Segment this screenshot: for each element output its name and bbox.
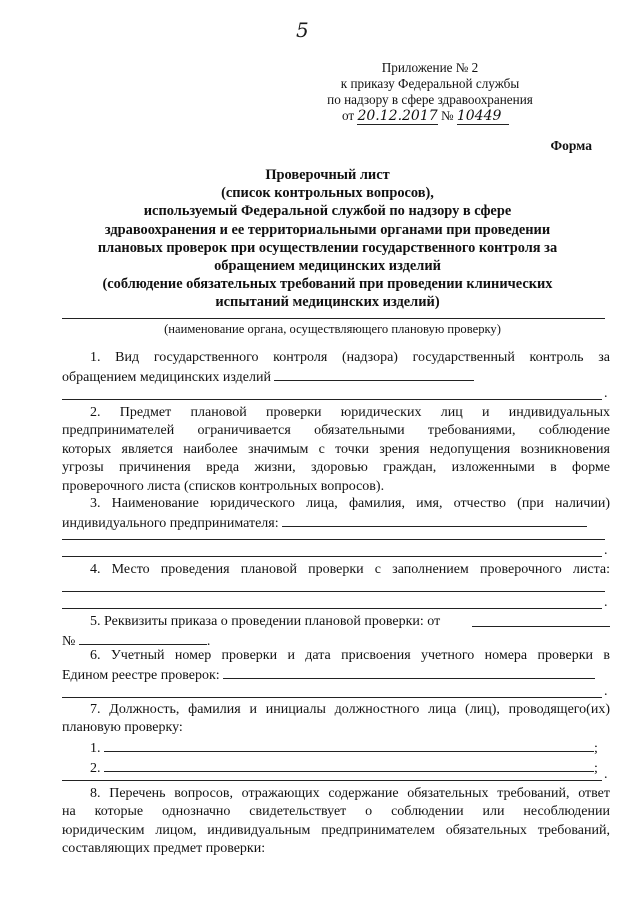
item-8-line-3: юридическим лицом, индивидуальным предпринимателем обязательных требований,	[62, 822, 610, 838]
item-1-line-2	[62, 367, 610, 387]
item-5	[62, 613, 610, 652]
document-title	[70, 166, 585, 312]
item-7-line-1: 7. Должность, фамилия и инициалы должностного лица (лиц), проводящего(их)	[90, 702, 610, 717]
appendix-order-ref: к приказу Федеральной службы	[340, 76, 520, 91]
item-1-text: обращением медицинских изделий	[62, 370, 271, 386]
item-4-period: .	[604, 595, 608, 610]
item-8-line-4: составляющих предмет проверки:	[62, 841, 266, 857]
item-6-line-2	[62, 665, 610, 685]
appendix-header	[310, 60, 550, 125]
item-3-blank-line-2	[62, 539, 605, 540]
title-line: (соблюдение обязательных требований при проведении клинических	[102, 276, 553, 293]
item-7-line-2: плановую проверку:	[62, 720, 183, 736]
item-5-text: 5. Реквизиты приказа о проведении плановой проверки: от	[90, 614, 441, 629]
item-7-sub-1-number: 1.	[90, 740, 101, 756]
item-6-period: .	[604, 684, 608, 699]
item-5-period: .	[206, 634, 211, 650]
item-3-text: индивидуального предпринимателя:	[62, 516, 279, 532]
item-3-blank	[282, 513, 587, 527]
appendix-agency: по надзору в сфере здравоохранения	[327, 92, 533, 107]
item-7-sub-2	[62, 758, 610, 778]
item-8	[62, 785, 610, 859]
item-7-sub-1-blank	[104, 738, 594, 752]
item-7-period: .	[604, 767, 608, 782]
number-prefix: №	[440, 108, 454, 123]
item-5-number-blank	[79, 631, 207, 645]
item-3-line-2	[62, 513, 610, 533]
item-2-line-4: угрозы причинения вреда жизни, здоровью граждан, изложенными в форме	[62, 460, 610, 476]
item-4-blank-line-1	[62, 591, 605, 592]
item-4-line-1: 4. Место проведения плановой проверки с заполнением проверочного листа:	[90, 562, 610, 577]
title-line: обращением медицинских изделий	[214, 258, 441, 275]
item-6-blank	[223, 665, 595, 679]
item-6	[62, 647, 610, 686]
item-5-line-1	[62, 613, 610, 631]
organ-name-line	[62, 318, 605, 319]
item-2-line-2: предпринимателей ограничивается обязательными требованиями, соблюдение	[62, 423, 610, 439]
item-6-line-1: 6. Учетный номер проверки и дата присвоения учетного номера проверки в	[90, 648, 610, 663]
item-2-line-3: которых является наиболее значимым с точки зрения недопущения возникновения	[62, 441, 610, 457]
organ-caption: (наименование органа, осуществляющего плановую проверку)	[164, 322, 501, 336]
item-6-blank-line-2	[62, 697, 602, 698]
item-2-line-5: проверочного листа (списков контрольных вопросов).	[62, 478, 385, 494]
title-line: плановых проверок при осуществлении государственного контроля за	[97, 239, 558, 256]
item-7-sub-1	[62, 738, 610, 758]
item-1	[62, 349, 610, 388]
item-6-text: Едином реестре проверок:	[62, 668, 220, 684]
item-2-line-1: 2. Предмет плановой проверки юридических лиц и индивидуальных	[90, 405, 610, 420]
item-7-sub-1-semicolon: ;	[594, 740, 598, 756]
title-line: используемый Федеральной службой по надзору в сфере	[143, 203, 512, 220]
item-3-blank-line-3	[62, 556, 602, 557]
appendix-date-line	[310, 108, 550, 125]
date-prefix: от	[342, 108, 355, 123]
item-1-line-1: 1. Вид государственного контроля (надзора) государственный контроль за	[90, 350, 610, 365]
item-7-sub-2-number: 2.	[90, 761, 101, 777]
item-2	[62, 404, 610, 496]
item-5-date-blank	[472, 613, 610, 627]
item-7	[62, 701, 610, 779]
handwritten-order-date: 20.12.2017	[357, 108, 438, 124]
item-7-blank-line-3	[62, 780, 602, 781]
title-line: (список контрольных вопросов),	[221, 185, 434, 202]
item-7-sub-2-semicolon: ;	[594, 761, 598, 777]
item-8-line-1: 8. Перечень вопросов, отражающих содержание обязательных требований, ответ	[90, 786, 610, 801]
form-label: Форма	[550, 138, 592, 153]
item-3-line-1: 3. Наименование юридического лица, фамилия, имя, отчество (при наличии)	[90, 496, 610, 511]
item-3-period: .	[604, 543, 608, 558]
handwritten-order-number: 10449	[457, 108, 509, 125]
item-8-line-2: на которые однозначно свидетельствует о соблюдении или несоблюдении	[62, 804, 610, 820]
item-7-sub-2-blank	[104, 758, 594, 772]
item-3	[62, 495, 610, 534]
item-1-period: .	[604, 386, 608, 401]
item-5-number-label: №	[62, 634, 76, 650]
title-line: здравоохранения и ее территориальными органами при проведении	[104, 221, 551, 238]
appendix-number: Приложение № 2	[381, 60, 479, 75]
title-line: испытаний медицинских изделий)	[215, 294, 440, 311]
item-1-blank	[274, 367, 474, 381]
title-line: Проверочный лист	[265, 167, 390, 183]
item-4-blank-line-2	[62, 608, 602, 609]
item-4	[62, 561, 610, 579]
handwritten-page-number: 5	[296, 18, 309, 42]
item-1-blank-line	[62, 399, 602, 400]
